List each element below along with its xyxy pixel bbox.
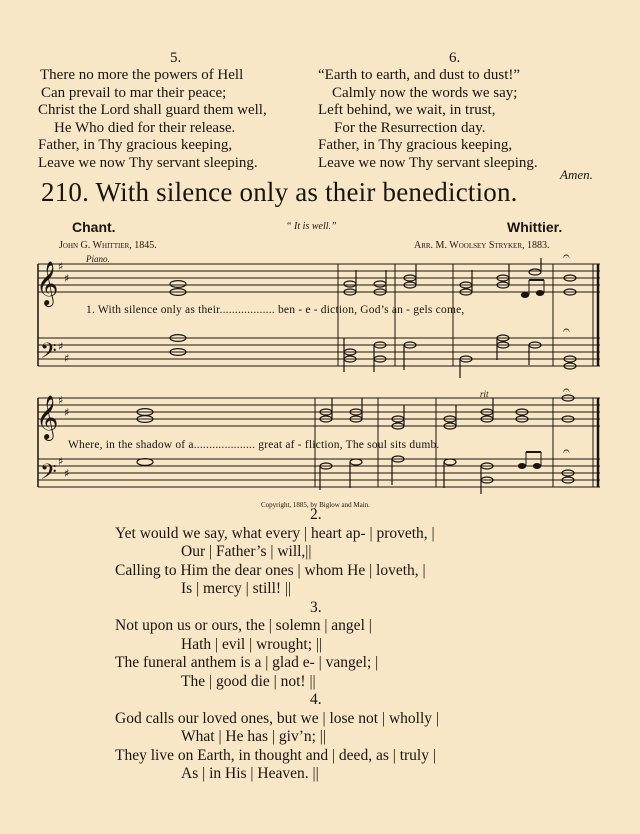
verse-5-line: Christ the Lord shall guard them well, <box>38 102 267 119</box>
sharp-icon: ♯ <box>58 394 64 407</box>
sharp-icon: ♯ <box>58 340 64 353</box>
verse-number: 4. <box>310 691 322 708</box>
sharp-icon: ♯ <box>58 260 64 273</box>
bass-clef-icon: 𝄢 <box>40 339 57 369</box>
sharp-icon: ♯ <box>64 352 70 365</box>
verse-6-line: Leave we now Thy servant sleeping. <box>318 154 538 171</box>
fermata-icon: 𝄐 <box>563 249 570 263</box>
treble-clef-icon: 𝄞 <box>36 261 59 305</box>
sharp-icon: ♯ <box>64 467 70 480</box>
bass-clef-icon: 𝄢 <box>40 460 57 490</box>
bass-staff-1 <box>38 338 600 366</box>
verse-6-line: Father, in Thy gracious keeping, <box>318 137 513 154</box>
verse-line: Hath | evil | wrought; || <box>181 635 323 653</box>
treble-clef-icon: 𝄞 <box>36 395 59 439</box>
hymn-number: 210. <box>41 177 90 207</box>
verse-line: Is | mercy | still! || <box>181 580 292 597</box>
tempo-marking: “ It is well.” <box>286 221 337 232</box>
tune-type: Chant. <box>72 219 116 235</box>
fermata-icon: 𝄐 <box>563 323 570 337</box>
arranger-credit: Arr. M. Woolsey Stryker, 1883. <box>414 240 550 251</box>
author-name: Whittier. <box>507 219 563 235</box>
verse-5-number: 5. <box>170 50 182 66</box>
hymn-title: With silence only as their benediction. <box>95 177 518 207</box>
sharp-icon: ♯ <box>64 272 70 285</box>
verse-5-line: There no more the powers of Hell <box>40 67 244 83</box>
verse-line: Not upon us or ours, the | solemn | angel | <box>115 617 372 634</box>
verse-2 <box>115 506 535 599</box>
piano-marking: Piano. <box>86 254 110 264</box>
system-1-lyric: 1. With silence only as their.................. ben - e - diction, God’s an - gels come, <box>86 304 465 316</box>
verse-line: Our | Father’s | will,|| <box>181 543 312 560</box>
bottom-verses <box>115 506 535 784</box>
sharp-icon: ♯ <box>58 455 64 468</box>
verse-5-line: He Who died for their release. <box>54 119 236 136</box>
fermata-icon: 𝄐 <box>563 444 570 458</box>
sharp-icon: ♯ <box>64 406 70 419</box>
copyright-note: Copyright, 1885, by Biglow and Main. <box>261 501 370 509</box>
bass-staff-2 <box>38 459 600 487</box>
verse-6-number: 6. <box>449 50 461 66</box>
rit-marking: rit <box>480 389 489 399</box>
verse-number: 3. <box>310 598 322 616</box>
verse-6-line: “Earth to earth, and dust to dust!” <box>318 67 521 83</box>
verse-number: 2. <box>310 506 322 523</box>
verse-5-line: Leave we now Thy servant sleeping. <box>38 154 258 171</box>
verse-6-line: For the Resurrection day. <box>334 119 486 136</box>
verse-line: The funeral anthem is a | glad e- | vangel; | <box>115 654 379 671</box>
verse-5-line: Father, in Thy gracious keeping, <box>38 137 233 154</box>
verse-line: God calls our loved ones, but we | lose not | wholly | <box>115 709 440 727</box>
verse-line: Yet would we say, what every | heart ap- | proveth, | <box>115 524 435 542</box>
verse-6-line: Calmly now the words we say; <box>332 84 518 101</box>
fermata-icon: 𝄐 <box>563 383 570 397</box>
treble-staff-1 <box>38 264 600 292</box>
system-1-notes <box>170 258 576 378</box>
verse-line: Calling to Him the dear ones | whom He | loveth, | <box>115 561 426 579</box>
verse-line: The | good die | not! || <box>181 672 316 690</box>
amen-label: Amen. <box>560 167 593 182</box>
verse-4 <box>115 691 535 784</box>
system-1-filled-notes <box>521 280 544 298</box>
poet-credit: John G. Whittier, 1845. <box>59 240 157 251</box>
verse-line: What | He has | giv’n; || <box>181 728 326 745</box>
verse-5-line: Can prevail to mar their peace; <box>41 84 227 101</box>
verse-6-line: Left behind, we wait, in trust, <box>318 102 496 119</box>
verse-line: As | in His | Heaven. || <box>181 765 319 782</box>
verse-line: They live on Earth, in thought and | deed, as | truly | <box>115 746 436 764</box>
system-2-lyric: Where, in the shadow of a.................... great af - fliction, The soul sits dumb. <box>68 439 440 451</box>
verse-3 <box>115 599 535 692</box>
